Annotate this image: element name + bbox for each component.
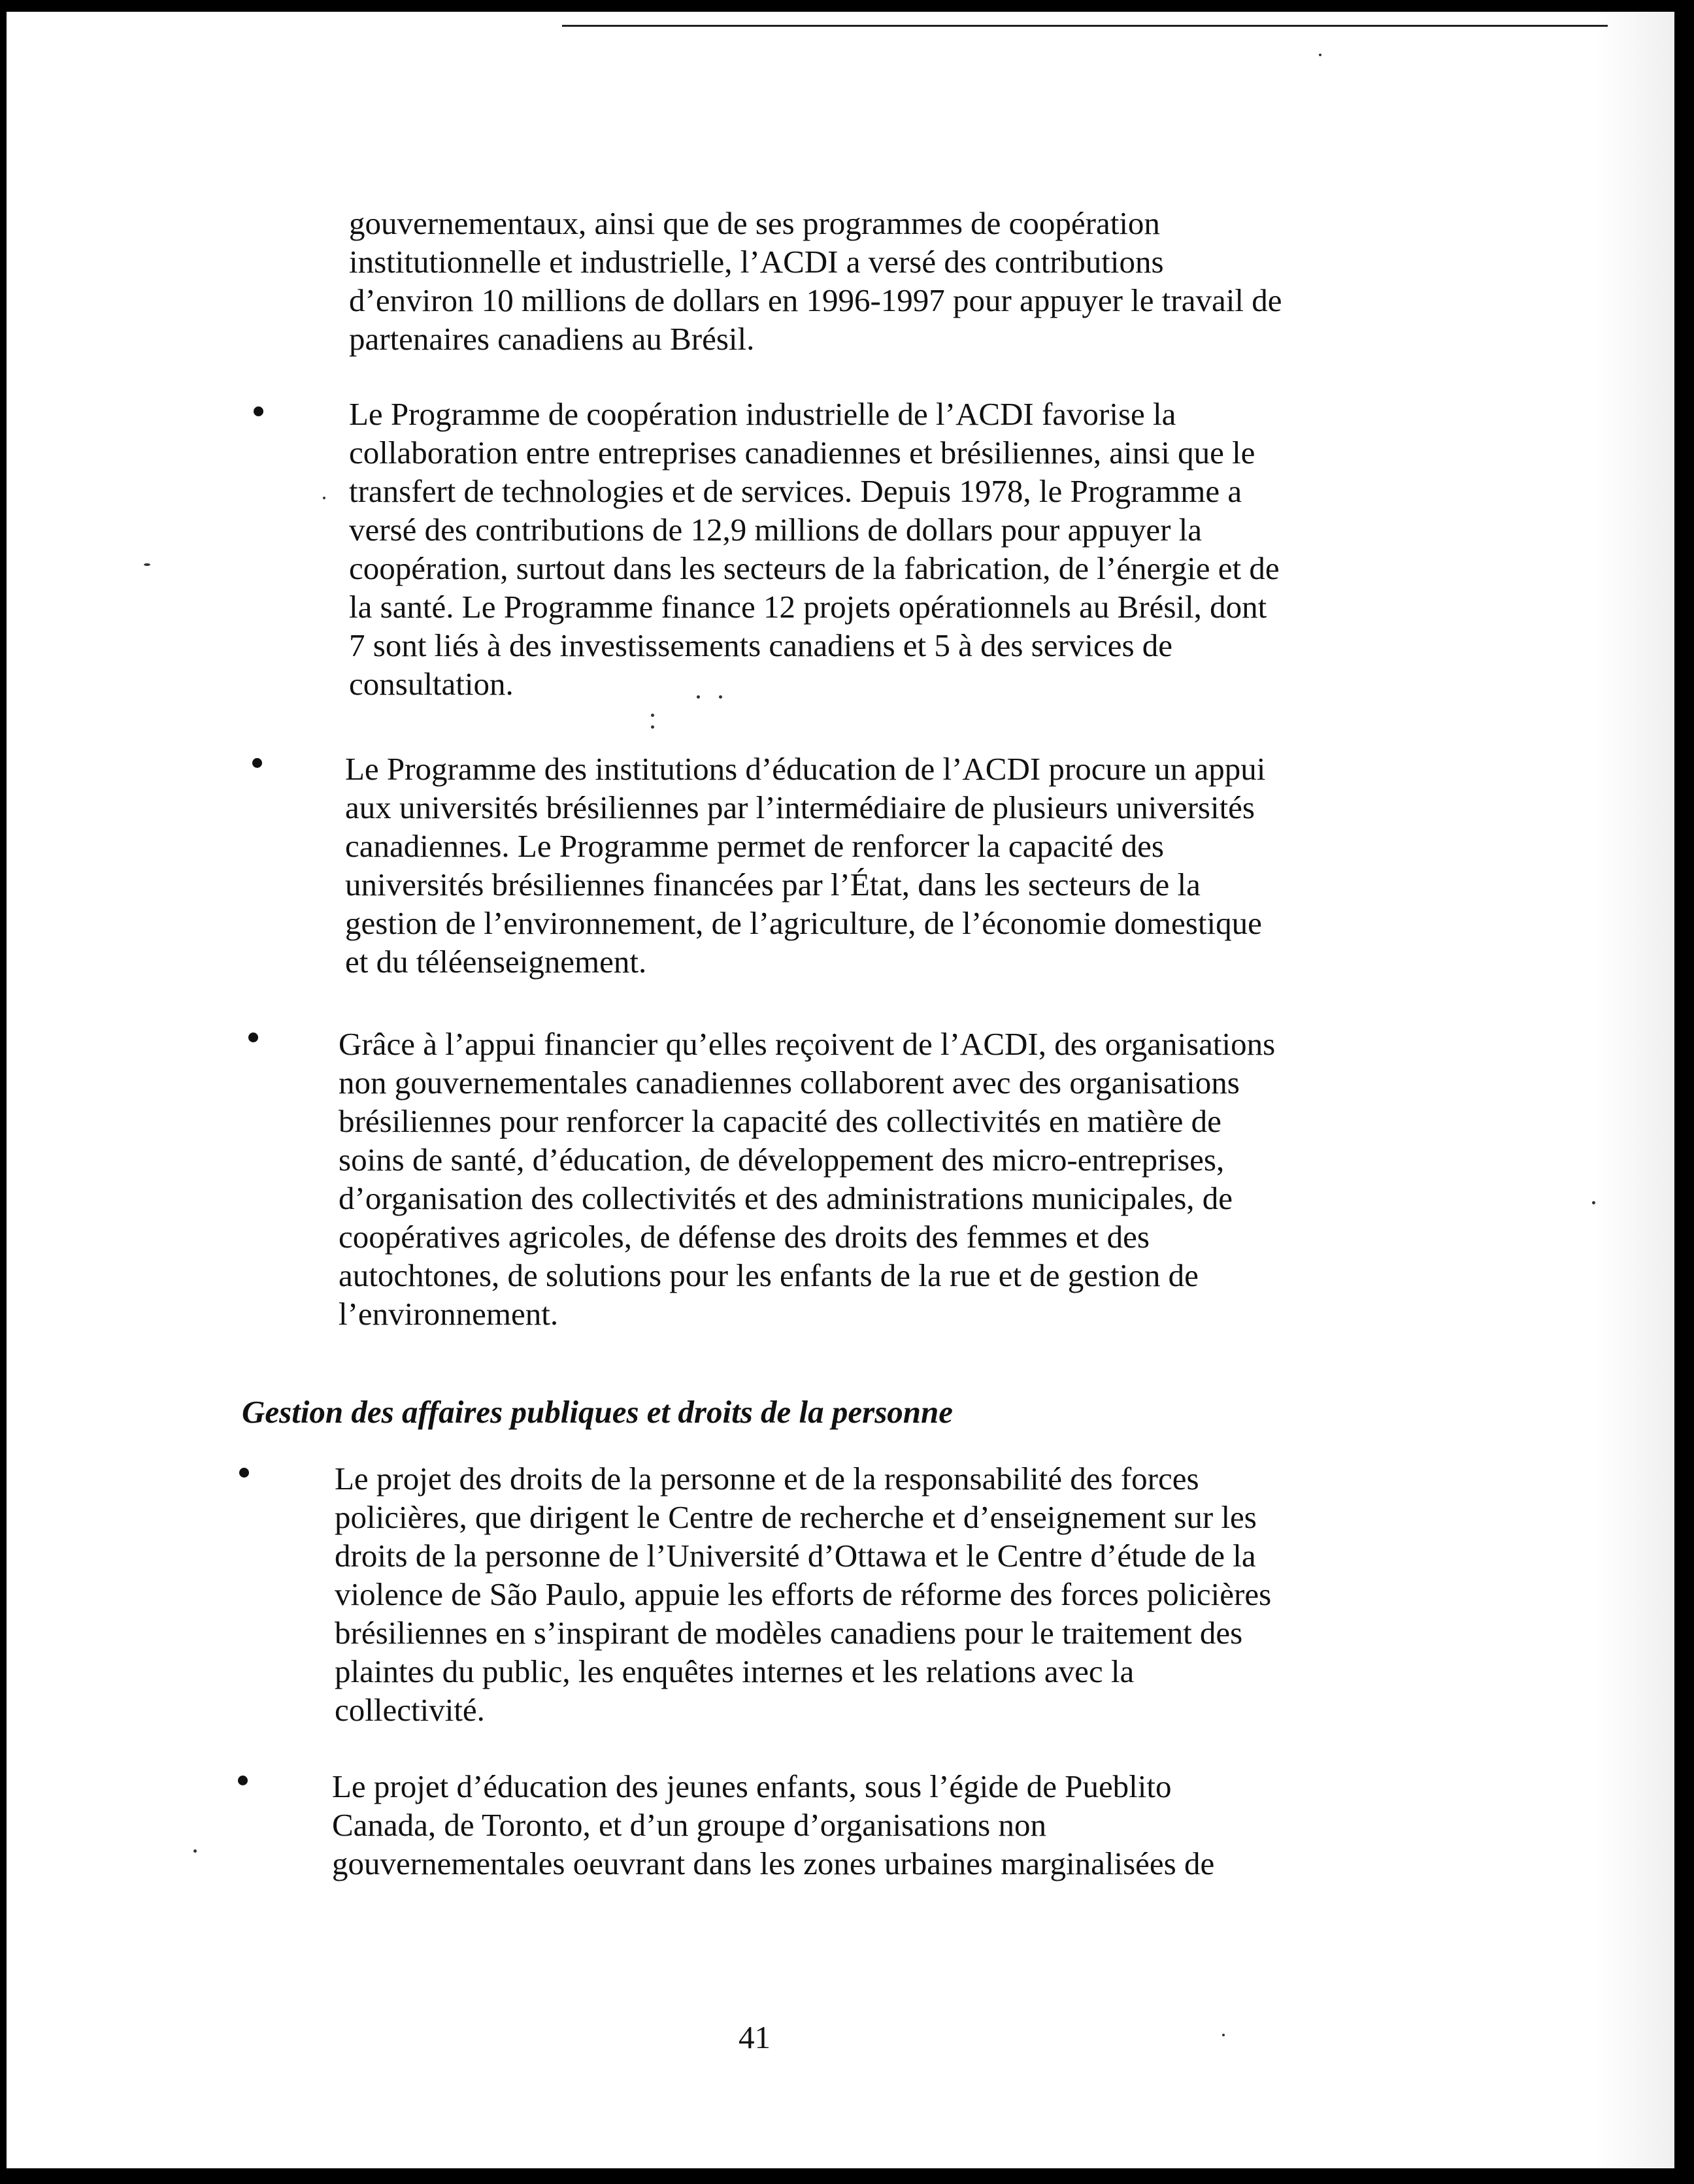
bullet-paragraph-early-childhood-education <box>332 1767 1214 1883</box>
paragraph-line: soins de santé, d’éducation, de développement des micro-entreprises, <box>339 1142 1225 1178</box>
scan-speck <box>651 714 654 717</box>
paragraph-line: violence de São Paulo, appuie les efforts de réforme des forces policières <box>335 1576 1272 1612</box>
paragraph-line: Le Programme des institutions d’éducation de l’ACDI procure un appui <box>345 751 1266 787</box>
paragraph-line: universités brésiliennes financées par l’État, dans les secteurs de la <box>345 867 1201 902</box>
paragraph-line: Grâce à l’appui financier qu’elles reçoivent de l’ACDI, des organisations <box>339 1026 1276 1062</box>
paragraph-line: autochtones, de solutions pour les enfants de la rue et de gestion de <box>339 1257 1199 1293</box>
bullet-paragraph-education-institutions <box>345 750 1265 981</box>
paragraph-line: Le projet des droits de la personne et de la responsabilité des forces <box>335 1461 1199 1497</box>
scan-speck <box>323 497 325 499</box>
bullet-marker <box>238 1776 248 1785</box>
bullet-paragraph-ngo-collaboration <box>339 1025 1275 1333</box>
bullet-marker <box>248 1033 258 1042</box>
paragraph-line: consultation. <box>349 666 514 702</box>
paragraph-line: non gouvernementales canadiennes collaborent avec des organisations <box>339 1065 1240 1100</box>
paragraph-line: Le Programme de coopération industrielle de l’ACDI favorise la <box>349 396 1176 432</box>
scan-speck <box>144 563 150 566</box>
paragraph-line: coopération, surtout dans les secteurs de la fabrication, de l’énergie et de <box>349 550 1280 586</box>
bullet-marker <box>252 758 262 768</box>
bullet-marker <box>239 1468 249 1478</box>
scan-speck <box>697 695 700 699</box>
bullet-marker <box>254 406 263 416</box>
paragraph-line: la santé. Le Programme finance 12 projets opérationnels au Brésil, dont <box>349 589 1267 625</box>
paragraph-line: partenaires canadiens au Brésil. <box>349 321 755 357</box>
paragraph-line: gestion de l’environnement, de l’agriculture, de l’économie domestique <box>345 905 1262 941</box>
paragraph-line: transfert de technologies et de services. Depuis 1978, le Programme a <box>349 473 1242 509</box>
paragraph-line: d’environ 10 millions de dollars en 1996-1997 pour appuyer le travail de <box>349 282 1282 318</box>
paragraph-line: brésiliennes pour renforcer la capacité des collectivités en matière de <box>339 1103 1221 1139</box>
scan-speck <box>719 695 722 699</box>
continuation-paragraph <box>349 204 1282 358</box>
paragraph-line: et du téléenseignement. <box>345 944 647 980</box>
scan-speck <box>1592 1201 1595 1204</box>
paragraph-line: 7 sont liés à des investissements canadiens et 5 à des services de <box>349 627 1173 663</box>
scan-speck <box>1222 2034 1225 2036</box>
paragraph-line: policières, que dirigent le Centre de recherche et d’enseignement sur les <box>335 1499 1257 1535</box>
paragraph-line: plaintes du public, les enquêtes internes et les relations avec la <box>335 1653 1135 1689</box>
paragraph-line: l’environnement. <box>339 1296 559 1332</box>
scan-speck <box>193 1849 197 1853</box>
paragraph-line: aux universités brésiliennes par l’intermédiaire de plusieurs universités <box>345 789 1255 825</box>
section-heading: Gestion des affaires publiques et droits de la personne <box>242 1394 954 1430</box>
bullet-paragraph-industrial-cooperation <box>349 395 1280 703</box>
paragraph-line: Canada, de Toronto, et d’un groupe d’organisations non <box>332 1807 1046 1843</box>
paragraph-line: coopératives agricoles, de défense des droits des femmes et des <box>339 1219 1150 1255</box>
paragraph-line: versé des contributions de 12,9 millions de dollars pour appuyer la <box>349 512 1203 548</box>
bullet-paragraph-human-rights-police <box>335 1459 1271 1729</box>
scan-speck <box>1319 54 1321 56</box>
paragraph-line: droits de la personne de l’Université d’Ottawa et le Centre d’étude de la <box>335 1538 1256 1574</box>
paragraph-line: Le projet d’éducation des jeunes enfants, sous l’égide de Pueblito <box>332 1768 1172 1804</box>
paragraph-line: gouvernementales oeuvrant dans les zones urbaines marginalisées de <box>332 1845 1215 1881</box>
paragraph-line: brésiliennes en s’inspirant de modèles canadiens pour le traitement des <box>335 1615 1243 1651</box>
paragraph-line: institutionnelle et industrielle, l’ACDI a versé des contributions <box>349 244 1164 280</box>
paragraph-line: collaboration entre entreprises canadiennes et brésiliennes, ainsi que le <box>349 435 1255 471</box>
paragraph-line: gouvernementaux, ainsi que de ses programmes de coopération <box>349 205 1160 241</box>
paragraph-line: d’organisation des collectivités et des administrations municipales, de <box>339 1180 1233 1216</box>
paragraph-line: collectivité. <box>335 1692 485 1728</box>
page-number: 41 <box>739 2019 771 2055</box>
scan-speck <box>651 725 654 729</box>
paragraph-line: canadiennes. Le Programme permet de renforcer la capacité des <box>345 828 1164 864</box>
